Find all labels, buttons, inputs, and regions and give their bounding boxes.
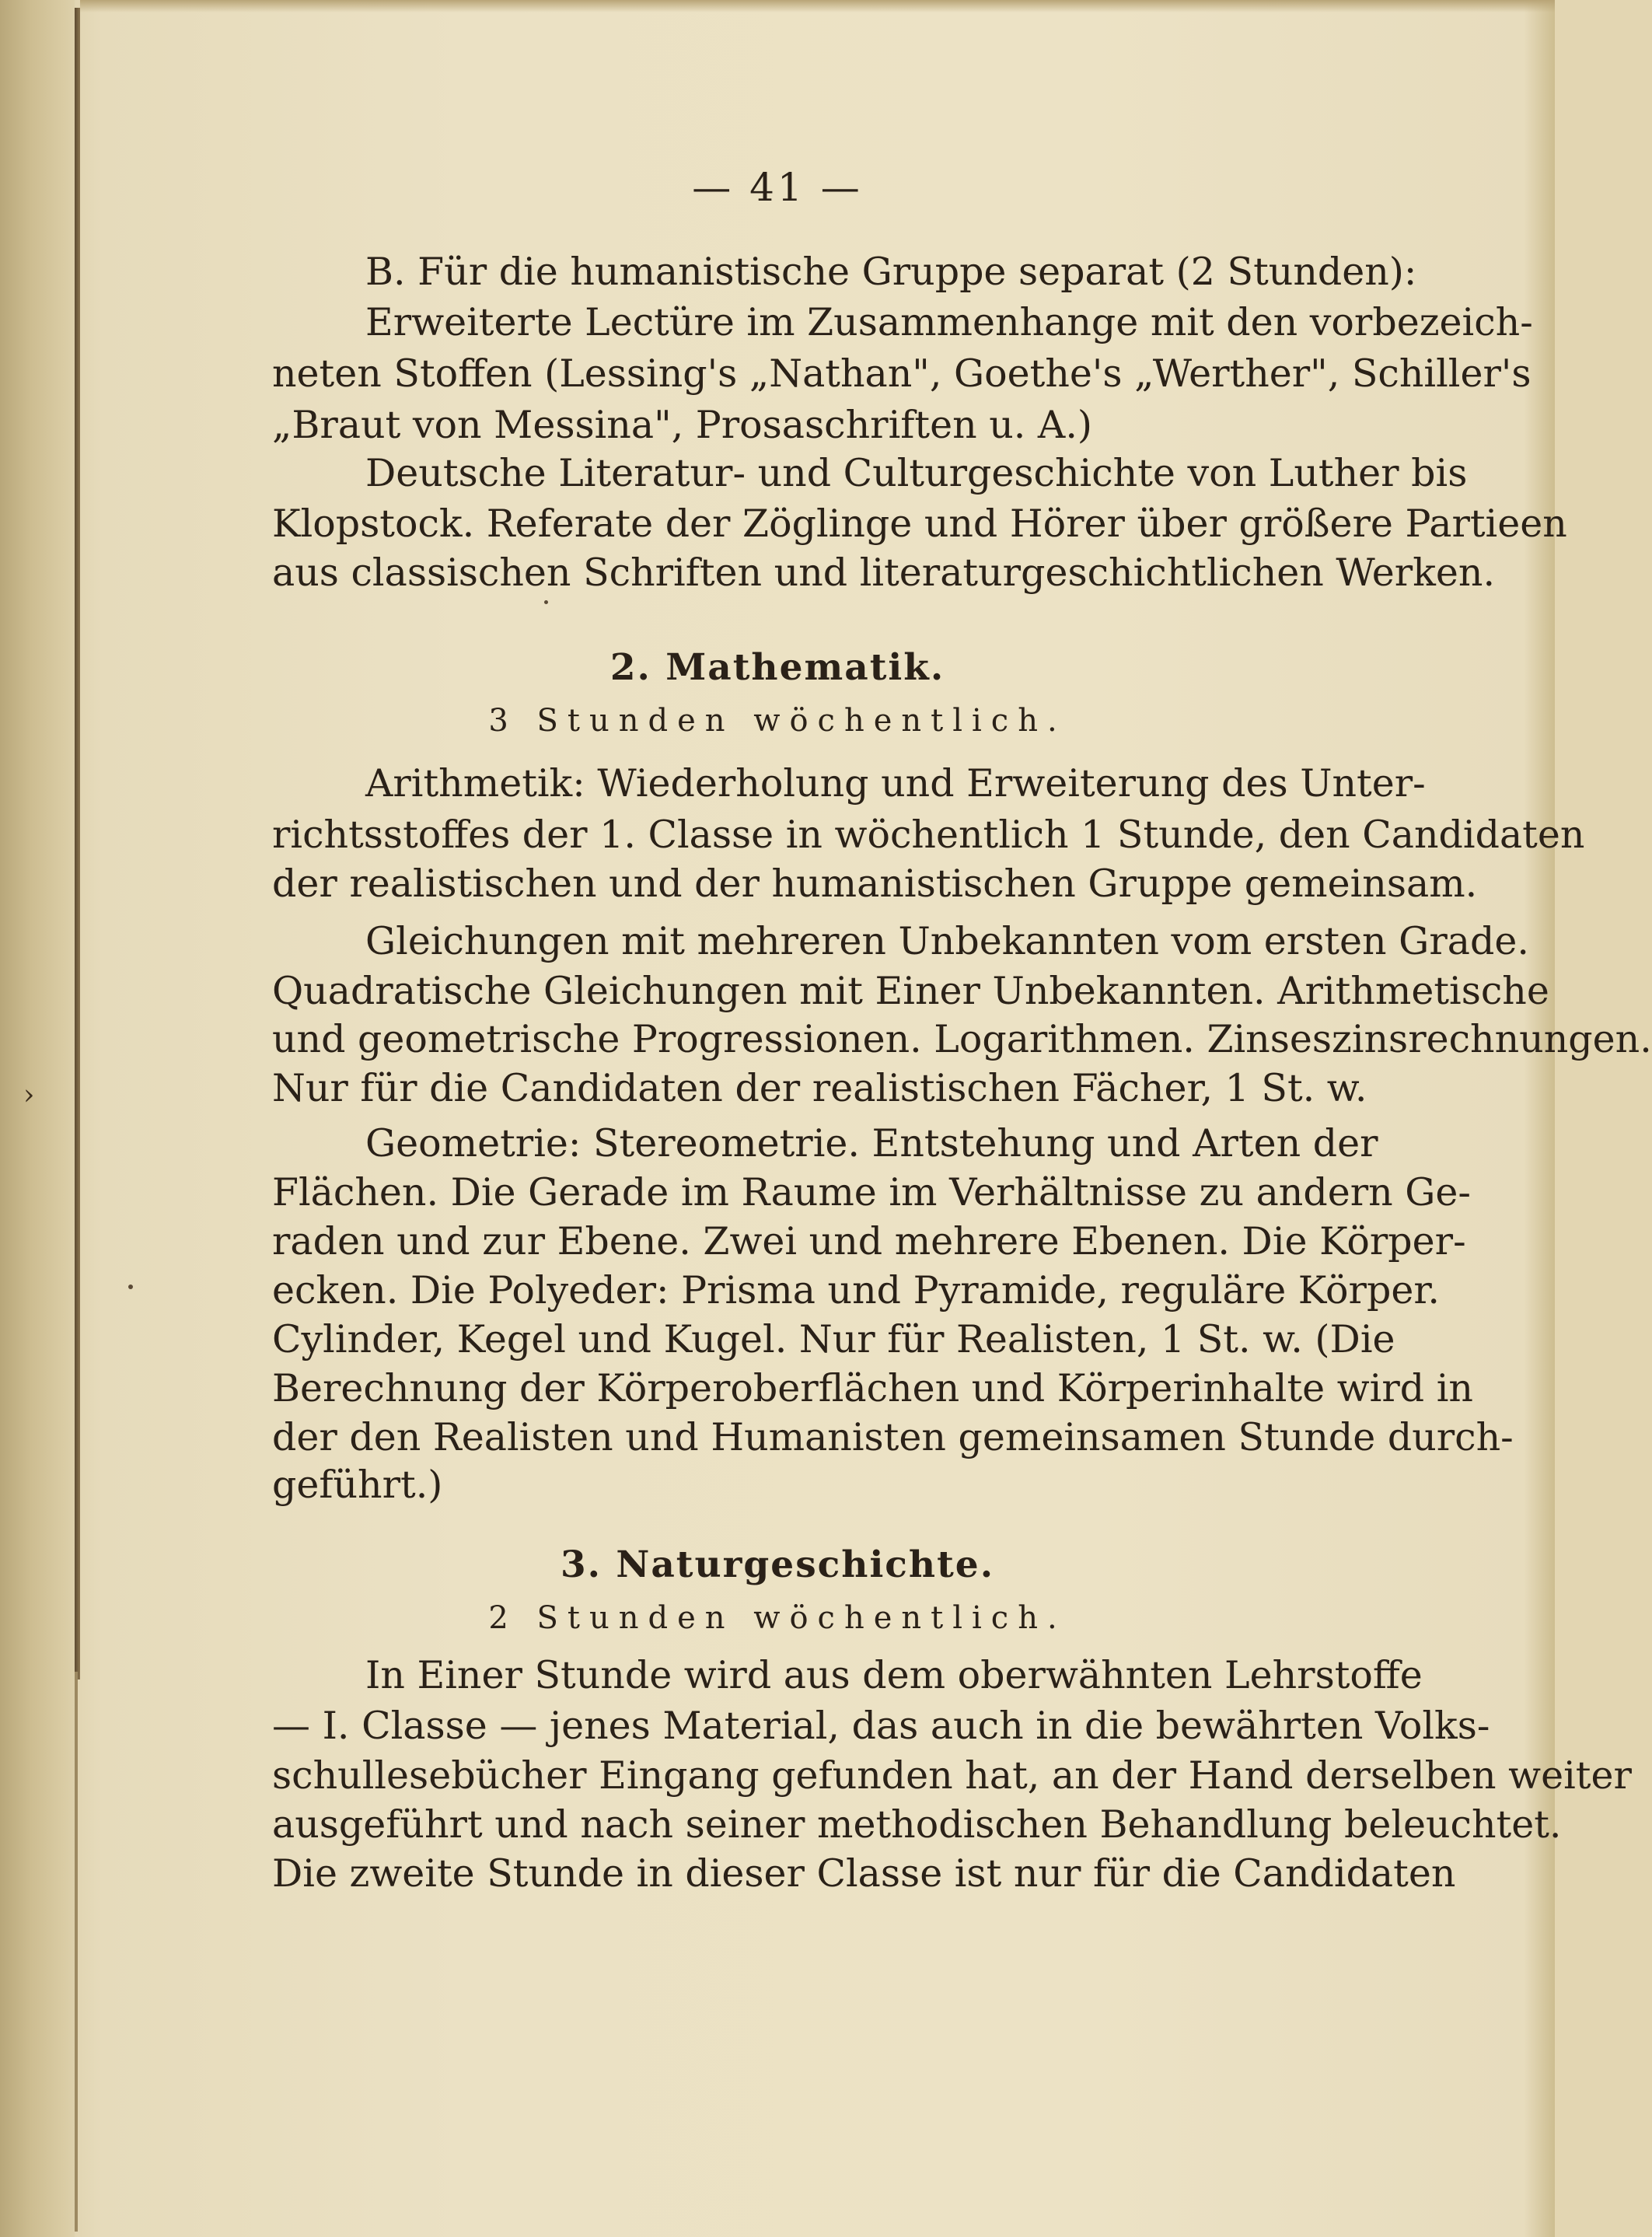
top-edge-stain — [80, 0, 1555, 12]
text-line: Berechnung der Körperoberflächen und Körperinhalte wird in — [272, 1366, 1473, 1410]
text-line: Gleichungen mit mehreren Unbekannten vom ersten Grade. — [365, 919, 1529, 963]
text-line: ecken. Die Polyeder: Prisma und Pyramide, reguläre Körper. — [272, 1268, 1440, 1312]
section-subheading-naturgeschichte: 2 Stunden wöchentlich. — [488, 1600, 1067, 1636]
ink-speck — [544, 600, 548, 604]
text-line: Flächen. Die Gerade im Raume im Verhältnisse zu andern Ge- — [272, 1170, 1471, 1215]
text-line: geführt.) — [272, 1463, 443, 1507]
section-heading-naturgeschichte: 3. Naturgeschichte. — [560, 1543, 995, 1586]
text-line: schullesebücher Eingang gefunden hat, an der Hand derselben weiter — [272, 1753, 1632, 1798]
text-line: richtsstoffes der 1. Classe in wöchentlich 1 Stunde, den Candidaten — [272, 813, 1585, 857]
text-line: Arithmetik: Wiederholung und Erweiterung des Unter- — [365, 761, 1426, 806]
section-subheading-mathematik: 3 Stunden wöchentlich. — [488, 703, 1067, 739]
binding-strip — [0, 0, 75, 2237]
text-line: „Braut von Messina", Prosaschriften u. A.) — [272, 403, 1093, 447]
text-line: Klopstock. Referate der Zöglinge und Hörer über größere Partieen — [272, 502, 1567, 546]
margin-mark: › — [23, 1079, 35, 1111]
section-heading-mathematik: 2. Mathematik. — [609, 646, 945, 689]
binding-line — [75, 8, 80, 1679]
text-line: Quadratische Gleichungen mit Einer Unbekannten. Arithmetische — [272, 969, 1549, 1013]
binding-line-lower — [75, 1672, 78, 2232]
text-line: der den Realisten und Humanisten gemeinsamen Stunde durch- — [272, 1415, 1514, 1459]
text-line: aus classischen Schriften und literaturgeschichtlichen Werken. — [272, 551, 1496, 595]
text-line: der realistischen und der humanistischen Gruppe gemeinsam. — [272, 862, 1478, 906]
text-line: Die zweite Stunde in dieser Classe ist nur für die Candidaten — [272, 1851, 1456, 1896]
text-line: — I. Classe — jenes Material, das auch in die bewährten Volks- — [272, 1704, 1490, 1748]
text-line: Nur für die Candidaten der realistischen Fächer, 1 St. w. — [272, 1066, 1367, 1110]
ink-speck — [128, 1285, 133, 1289]
text-line: ausgeführt und nach seiner methodischen Behandlung beleuchtet. — [272, 1802, 1562, 1847]
text-line: raden und zur Ebene. Zwei und mehrere Ebenen. Die Körper- — [272, 1219, 1466, 1264]
text-line: und geometrische Progressionen. Logarithmen. Zinseszinsrechnungen. — [272, 1017, 1652, 1061]
text-line: In Einer Stunde wird aus dem oberwähnten Lehrstoffe — [365, 1653, 1423, 1697]
text-line: Erweiterte Lectüre im Zusammenhange mit den vorbezeich- — [365, 300, 1533, 344]
page-number: — 41 — — [692, 165, 863, 210]
text-line: neten Stoffen (Lessing's „Nathan", Goethe's „Werther", Schiller's — [272, 351, 1532, 396]
text-line: Deutsche Literatur- und Culturgeschichte von Luther bis — [365, 451, 1468, 495]
text-line: Cylinder, Kegel und Kugel. Nur für Realisten, 1 St. w. (Die — [272, 1317, 1395, 1361]
text-line: B. Für die humanistische Gruppe separat (2 Stunden): — [365, 250, 1417, 294]
text-line: Geometrie: Stereometrie. Entstehung und Arten der — [365, 1121, 1378, 1166]
